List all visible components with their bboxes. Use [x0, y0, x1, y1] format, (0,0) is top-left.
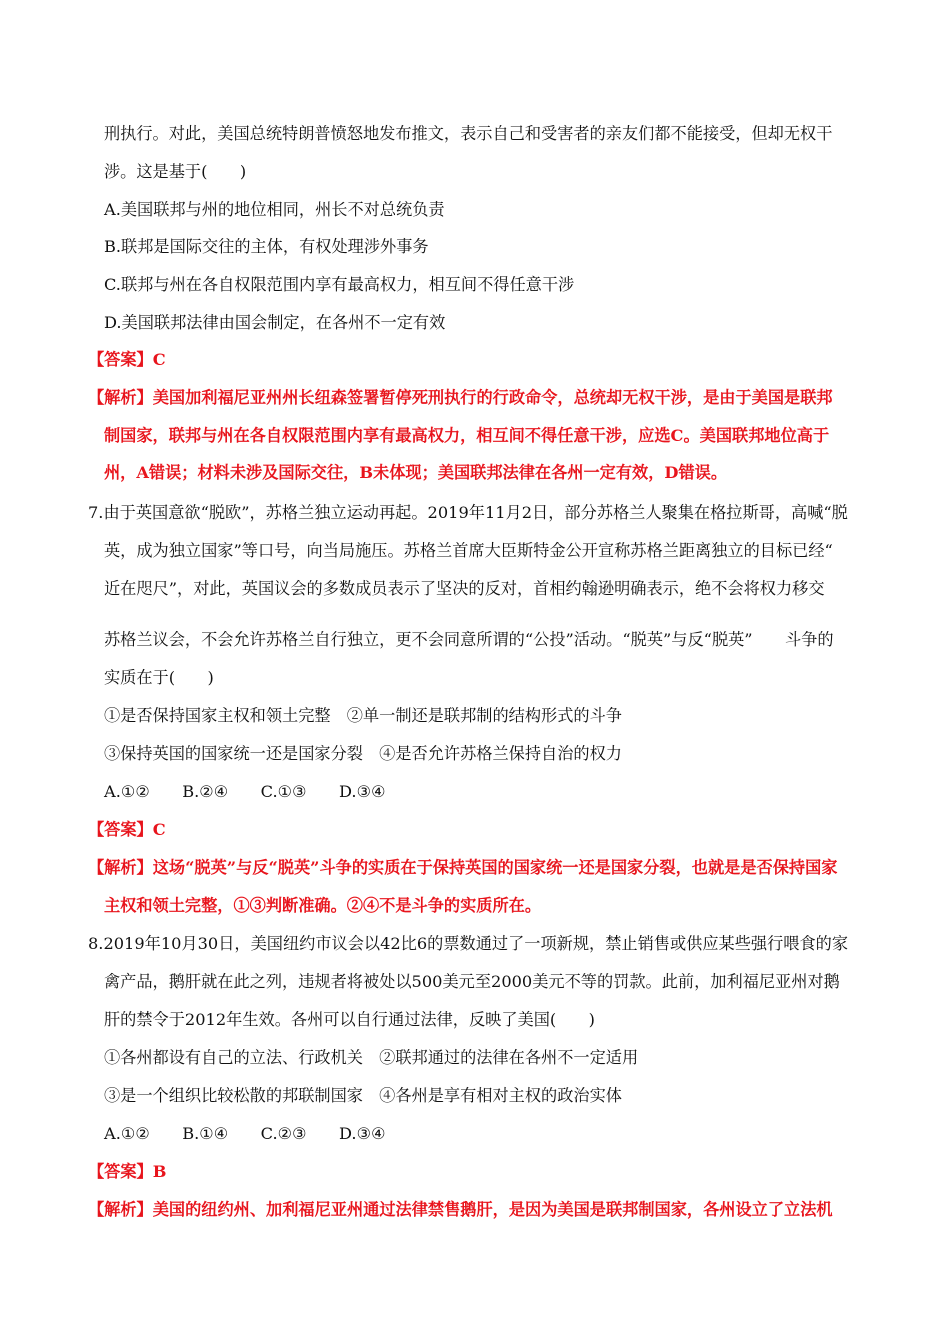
q7-choices: A.①② B.②④ C.①③ D.③④: [104, 782, 386, 801]
q7-answer: [88, 820, 166, 840]
q7-item-line-2: ③保持英国的国家统一还是国家分裂 ④是否允许苏格兰保持自治的权力: [104, 744, 622, 763]
analysis-tag: 【解析】: [88, 858, 153, 877]
q8-choices: A.①② B.①④ C.②③ D.③④: [104, 1124, 386, 1143]
q6-option-d: D.美国联邦法律由国会制定，在各州不一定有效: [104, 313, 446, 332]
q8-stem-line-3: 肝的禁令于2012年生效。各州可以自行通过法律，反映了美国( ): [104, 1010, 595, 1029]
answer-tag: 【答案】: [88, 350, 153, 369]
q8-stem-line-1: 8.2019年10月30日，美国纽约市议会以42比6的票数通过了一项新规，禁止销售或供应某些强行喂食的家: [88, 934, 849, 953]
answer-value: C: [152, 350, 166, 369]
analysis-text: 美国的纽约州、加利福尼亚州通过法律禁售鹅肝，是因为美国是联邦制国家，各州设立了立法机: [152, 1200, 833, 1219]
analysis-tag: 【解析】: [88, 1200, 153, 1219]
q7-analysis-line-2: 主权和领土完整，①③判断准确。②④不是斗争的实质所在。: [104, 896, 542, 915]
q7-item-line-1: ①是否保持国家主权和领土完整 ②单一制还是联邦制的结构形式的斗争: [104, 706, 622, 725]
q6-analysis-line-2: 制国家，联邦与州在各自权限范围内享有最高权力，相互间不得任意干涉，应选C。美国联邦地位高于: [104, 426, 830, 445]
q8-item-line-2: ③是一个组织比较松散的邦联制国家 ④各州是享有相对主权的政治实体: [104, 1086, 622, 1105]
answer-value: B: [152, 1162, 167, 1181]
analysis-text: 美国加利福尼亚州州长纽森签署暂停死刑执行的行政命令，总统却无权干涉，是由于美国是联邦: [152, 388, 833, 407]
q6-stem-line-1: 刑执行。对此，美国总统特朗普愤怒地发布推文，表示自己和受害者的亲友们都不能接受，但却无权干: [104, 124, 833, 143]
q8-answer: [88, 1162, 166, 1182]
q7-analysis-line-1: [88, 858, 838, 878]
analysis-tag: 【解析】: [88, 388, 153, 407]
q6-option-c: C.联邦与州在各自权限范围内享有最高权力，相互间不得任意干涉: [104, 275, 575, 294]
answer-tag: 【答案】: [88, 820, 153, 839]
analysis-text: 这场“脱英”与反“脱英”斗争的实质在于保持英国的国家统一还是国家分裂，也就是是否保持国家: [152, 858, 838, 877]
q8-item-line-1: ①各州都设有自己的立法、行政机关 ②联邦通过的法律在各州不一定适用: [104, 1048, 639, 1067]
q7-stem-line-5: 实质在于( ): [104, 668, 214, 687]
q8-analysis-line-1: [88, 1200, 833, 1220]
q7-stem-line-1: 7.由于英国意欲“脱欧”，苏格兰独立运动再起。2019年11月2日，部分苏格兰人聚集在格拉斯哥，高喊“脱: [88, 503, 848, 522]
answer-value: C: [152, 820, 166, 839]
q6-option-b: B.联邦是国际交往的主体，有权处理涉外事务: [104, 237, 429, 256]
q7-stem-line-3: 近在咫尺”，对此，英国议会的多数成员表示了坚决的反对，首相约翰逊明确表示，绝不会将权力移交: [104, 579, 825, 598]
q7-stem-line-2: 英，成为独立国家”等口号，向当局施压。苏格兰首席大臣斯特金公开宣称苏格兰距离独立的目标已经“: [104, 541, 833, 560]
q6-option-a: A.美国联邦与州的地位相同，州长不对总统负责: [104, 200, 445, 219]
q6-stem-line-2: 涉。这是基于( ): [104, 162, 247, 181]
q7-stem-line-4: 苏格兰议会，不会允许苏格兰自行独立，更不会同意所谓的“公投”活动。“脱英”与反“脱英” 斗争的: [104, 630, 834, 649]
q6-analysis-line-1: [88, 388, 833, 408]
q6-answer: [88, 350, 166, 370]
q6-analysis-line-3: 州，A错误；材料未涉及国际交往，B未体现；美国联邦法律在各州一定有效，D错误。: [104, 463, 728, 482]
q8-stem-line-2: 禽产品，鹅肝就在此之列，违规者将被处以500美元至2000美元不等的罚款。此前，加利福尼亚州对鹅: [104, 972, 840, 991]
answer-tag: 【答案】: [88, 1162, 153, 1181]
